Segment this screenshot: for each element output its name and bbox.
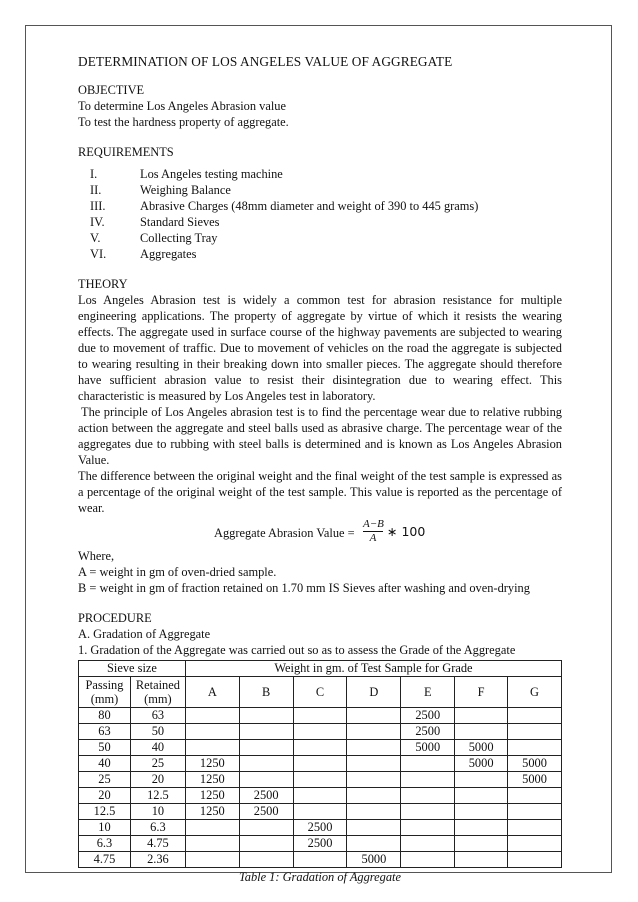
table-cell bbox=[347, 804, 401, 820]
document-body bbox=[78, 52, 562, 897]
table-cell: 2500 bbox=[239, 804, 293, 820]
table-cell: 12.5 bbox=[130, 788, 185, 804]
objective-heading: OBJECTIVE bbox=[78, 83, 145, 97]
table-cell bbox=[293, 740, 347, 756]
table-cell: 20 bbox=[130, 772, 185, 788]
table-cell bbox=[347, 756, 401, 772]
table-cell bbox=[401, 788, 455, 804]
table-cell bbox=[239, 772, 293, 788]
list-item: II. Weighing Balance bbox=[90, 183, 231, 197]
table-row bbox=[79, 756, 562, 772]
table-cell bbox=[401, 852, 455, 868]
col-grade: E bbox=[401, 677, 455, 708]
table-cell: 5000 bbox=[401, 740, 455, 756]
table-cell: 2500 bbox=[401, 708, 455, 724]
table-row bbox=[79, 852, 562, 868]
table-cell bbox=[185, 724, 239, 740]
theory-paragraph: The difference between the original weight and the final weight of the test sample is expressed as a percentage of the original weight of the test sample. This value is reported as the percentage of wear. bbox=[78, 469, 562, 515]
table-cell bbox=[347, 772, 401, 788]
table-cell bbox=[401, 772, 455, 788]
table-cell bbox=[293, 708, 347, 724]
table-cell: 6.3 bbox=[79, 836, 131, 852]
table-cell: 12.5 bbox=[79, 804, 131, 820]
table-cell: 50 bbox=[79, 740, 131, 756]
table-cell bbox=[293, 788, 347, 804]
theory-paragraph: Los Angeles Abrasion test is widely a common test for abrasion resistance for multiple engineering applications. The property of aggregate by virtue of which it resists the wearing effects. The aggregate used in surface course of the highway pavements are subjected to wearing due to movement of traffic. Due to movement of vehicles on the road the aggregate is subjected to wearing resulting in their breaking down into smaller pieces. The aggregate should therefore have sufficient abrasion value to resist their disintegration due to wearing effect. This characteristic is measured by Los Angeles test in laboratory. bbox=[78, 293, 562, 403]
requirements-list bbox=[78, 166, 562, 262]
table-cell: 5000 bbox=[455, 740, 508, 756]
table-row bbox=[79, 772, 562, 788]
table-cell bbox=[508, 804, 562, 820]
table-cell: 25 bbox=[130, 756, 185, 772]
list-item: III. Abrasive Charges (48mm diameter and weight of 390 to 445 grams) bbox=[90, 199, 479, 213]
table-cell bbox=[293, 804, 347, 820]
table-cell bbox=[347, 724, 401, 740]
table-row bbox=[79, 804, 562, 820]
table-cell: 1250 bbox=[185, 804, 239, 820]
formula-fraction: $\frac{A-B}{A}$ bbox=[363, 518, 384, 544]
objective-line: To determine Los Angeles Abrasion value bbox=[78, 99, 287, 113]
definition-a: A = weight in gm of oven-dried sample. bbox=[78, 565, 277, 579]
table-cell bbox=[239, 820, 293, 836]
table-row bbox=[79, 708, 562, 724]
table-caption: Table 1: Gradation of Aggregate bbox=[239, 870, 401, 884]
table-cell bbox=[347, 836, 401, 852]
page-title: DETERMINATION OF LOS ANGELES VALUE OF AGGREGATE bbox=[78, 54, 453, 69]
table-cell: 5000 bbox=[347, 852, 401, 868]
table-cell: 2500 bbox=[239, 788, 293, 804]
table-row bbox=[79, 820, 562, 836]
table-cell bbox=[239, 836, 293, 852]
table-cell bbox=[401, 836, 455, 852]
table-cell bbox=[293, 756, 347, 772]
table-cell: 20 bbox=[79, 788, 131, 804]
header-weight: Weight in gm. of Test Sample for Grade bbox=[185, 661, 561, 677]
formula-multiplier: ∗ 100 bbox=[387, 524, 426, 539]
table-cell: 2500 bbox=[401, 724, 455, 740]
table-cell: 5000 bbox=[455, 756, 508, 772]
table-cell bbox=[185, 836, 239, 852]
table-cell bbox=[347, 740, 401, 756]
table-cell: 63 bbox=[130, 708, 185, 724]
table-cell bbox=[455, 772, 508, 788]
col-grade: F bbox=[455, 677, 508, 708]
table-cell bbox=[455, 836, 508, 852]
table-cell bbox=[455, 804, 508, 820]
abrasion-formula bbox=[78, 518, 562, 548]
table-cell: 2.36 bbox=[130, 852, 185, 868]
table-cell: 4.75 bbox=[130, 836, 185, 852]
table-cell: 80 bbox=[79, 708, 131, 724]
table-cell: 1250 bbox=[185, 756, 239, 772]
table-cell bbox=[508, 708, 562, 724]
formula-label: Aggregate Abrasion Value = bbox=[214, 526, 355, 540]
table-cell: 2500 bbox=[293, 820, 347, 836]
table-cell bbox=[185, 852, 239, 868]
table-cell: 40 bbox=[79, 756, 131, 772]
table-cell: 63 bbox=[79, 724, 131, 740]
table-cell: 6.3 bbox=[130, 820, 185, 836]
table-cell: 1250 bbox=[185, 772, 239, 788]
table-cell bbox=[185, 740, 239, 756]
table-cell bbox=[508, 836, 562, 852]
table-cell bbox=[455, 852, 508, 868]
table-cell bbox=[347, 820, 401, 836]
table-cell bbox=[239, 756, 293, 772]
table-cell bbox=[239, 708, 293, 724]
col-grade: C bbox=[293, 677, 347, 708]
table-cell bbox=[455, 788, 508, 804]
table-cell bbox=[293, 724, 347, 740]
definition-b: B = weight in gm of fraction retained on 1.70 mm IS Sieves after washing and oven-drying bbox=[78, 581, 530, 595]
table-cell: 5000 bbox=[508, 772, 562, 788]
procedure-heading: PROCEDURE bbox=[78, 611, 152, 625]
table-cell bbox=[239, 852, 293, 868]
procedure-step: 1. Gradation of the Aggregate was carried out so as to assess the Grade of the Aggregate bbox=[78, 643, 516, 657]
col-passing: Passing (mm) bbox=[79, 677, 131, 708]
table-cell bbox=[455, 708, 508, 724]
col-retained: Retained (mm) bbox=[130, 677, 185, 708]
table-cell bbox=[508, 724, 562, 740]
table-cell bbox=[455, 724, 508, 740]
table-cell bbox=[185, 820, 239, 836]
table-cell bbox=[508, 820, 562, 836]
theory-heading: THEORY bbox=[78, 277, 128, 291]
theory-paragraph: The principle of Los Angeles abrasion test is to find the percentage wear due to relative rubbing action between the aggregate and steel balls used as abrasive charge. The percentage wear of the aggregates due to rubbing with steel balls is determined and is known as Los Angeles Abrasion Value. bbox=[78, 405, 562, 467]
table-cell bbox=[347, 788, 401, 804]
procedure-subheading: A. Gradation of Aggregate bbox=[78, 627, 211, 641]
table-cell: 2500 bbox=[293, 836, 347, 852]
list-item: V. Collecting Tray bbox=[90, 231, 218, 245]
gradation-table-body bbox=[79, 708, 562, 868]
table-cell: 10 bbox=[79, 820, 131, 836]
col-grade: D bbox=[347, 677, 401, 708]
table-cell bbox=[239, 724, 293, 740]
table-cell bbox=[401, 756, 455, 772]
col-grade: G bbox=[508, 677, 562, 708]
header-sieve-size: Sieve size bbox=[79, 661, 186, 677]
table-row bbox=[79, 724, 562, 740]
requirements-heading: REQUIREMENTS bbox=[78, 145, 174, 159]
table-row bbox=[79, 740, 562, 756]
table-cell bbox=[508, 852, 562, 868]
table-cell bbox=[508, 788, 562, 804]
table-cell bbox=[293, 852, 347, 868]
list-item: IV. Standard Sieves bbox=[90, 215, 220, 229]
table-cell: 4.75 bbox=[79, 852, 131, 868]
table-cell: 5000 bbox=[508, 756, 562, 772]
table-cell bbox=[239, 740, 293, 756]
table-cell bbox=[455, 820, 508, 836]
objective-line: To test the hardness property of aggregate. bbox=[78, 115, 289, 129]
where-label: Where, bbox=[78, 549, 115, 563]
list-item: I. Los Angeles testing machine bbox=[90, 167, 283, 181]
table-cell bbox=[401, 804, 455, 820]
table-row bbox=[79, 788, 562, 804]
table-row bbox=[79, 836, 562, 852]
col-grade: A bbox=[185, 677, 239, 708]
table-cell: 50 bbox=[130, 724, 185, 740]
col-grade: B bbox=[239, 677, 293, 708]
table-cell: 25 bbox=[79, 772, 131, 788]
table-cell bbox=[347, 708, 401, 724]
list-item: VI. Aggregates bbox=[90, 247, 197, 261]
table-cell bbox=[293, 772, 347, 788]
table-cell: 10 bbox=[130, 804, 185, 820]
gradation-table bbox=[78, 660, 562, 868]
table-cell bbox=[401, 820, 455, 836]
table-cell bbox=[508, 740, 562, 756]
table-cell: 1250 bbox=[185, 788, 239, 804]
table-cell: 40 bbox=[130, 740, 185, 756]
table-cell bbox=[185, 708, 239, 724]
